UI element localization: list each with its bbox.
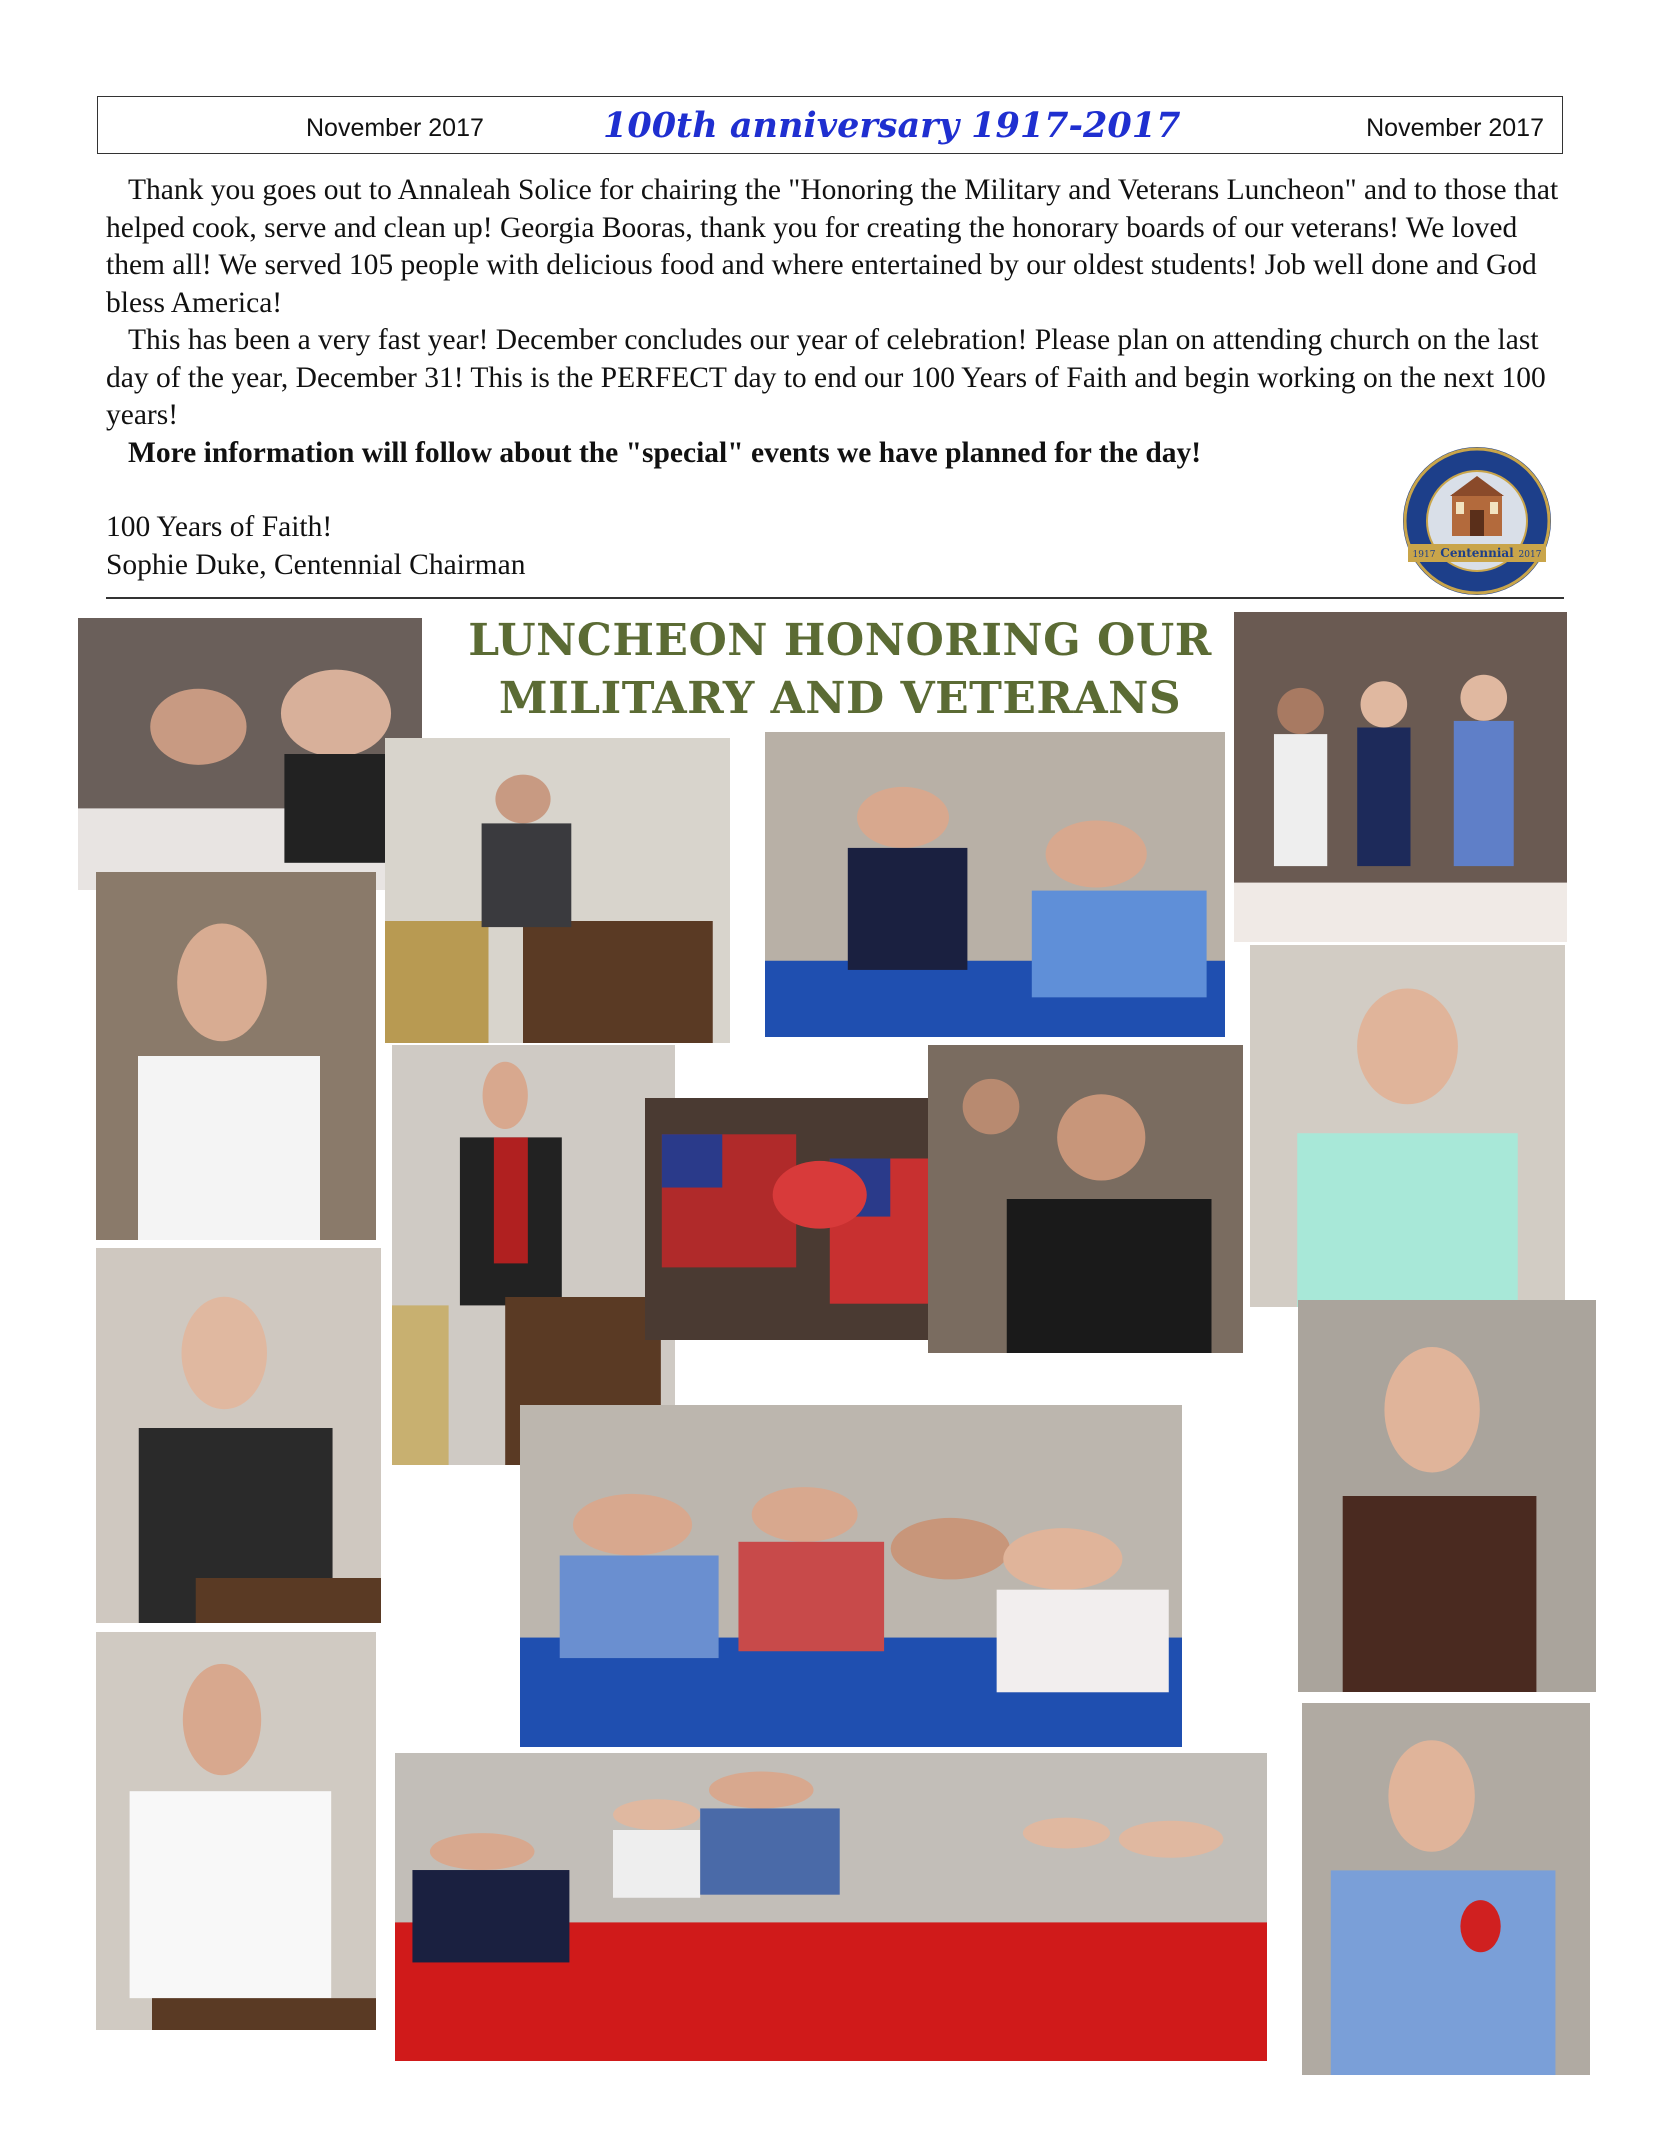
photo-teen-girl-long-hair: [1298, 1300, 1596, 1692]
photo-family-red-table: [395, 1753, 1267, 2061]
photo-teen-boy-mint-shirt: [1250, 945, 1565, 1307]
svg-text:2017: 2017: [1518, 550, 1542, 560]
photo-speaker-podium: [385, 738, 730, 1043]
paragraph-year-end: This has been a very fast year! December concludes our year of celebration! Please plan on attending church on the last day of the year, December 31! This is the PERFECT day to end our 100 Years of Faith and begin working on the next 100 years!: [106, 324, 1546, 431]
svg-text:Centennial: Centennial: [1440, 546, 1514, 560]
paragraph-thank-you: Thank you goes out to Annaleah Solice for chairing the "Honoring the Military and Veterans Luncheon" and to those that helped cook, serve and clean up! Georgia Booras, thank you for creating the honorary boards of our veterans! We loved them all! We served 105 people with delicious food and where entertained by our oldest students! Job well done and God bless America!: [106, 174, 1559, 319]
header-title: 100th anniversary 1917-2017: [603, 105, 1181, 146]
paragraph-more-info: More information will follow about the "special" events we have planned for the day!: [128, 436, 1202, 469]
header-date-left: November 2017: [306, 114, 484, 142]
section-divider: [106, 597, 1564, 599]
signoff-line-2: Sophie Duke, Centennial Chairman: [106, 549, 526, 581]
photo-boy-white-shirt: [96, 872, 376, 1240]
collage-title: [440, 612, 1240, 728]
header-date-right: November 2017: [1366, 114, 1544, 142]
photo-young-man-mic: [96, 1632, 376, 2030]
photo-elderly-speaker: [392, 1045, 675, 1465]
collage-title-line-1: LUNCHEON HONORING OUR: [468, 615, 1212, 666]
article-body: [106, 172, 1566, 472]
collage-title-line-2: MILITARY AND VETERANS: [498, 673, 1182, 724]
photo-group-table: [520, 1405, 1182, 1747]
newsletter-header: [97, 96, 1563, 154]
signoff: [106, 508, 525, 584]
photo-woman-dark-hair: [928, 1045, 1243, 1353]
photo-girl-glasses: [96, 1248, 381, 1623]
photo-girls-with-woman: [78, 618, 422, 890]
centennial-seal-logo: [1400, 444, 1554, 598]
photo-elderly-couple: [765, 732, 1225, 1037]
svg-text:1917: 1917: [1412, 550, 1436, 560]
photo-children-flags: [1234, 612, 1567, 942]
photo-boy-plaid-shirt: [1302, 1703, 1590, 2075]
signoff-line-1: 100 Years of Faith!: [106, 511, 333, 543]
